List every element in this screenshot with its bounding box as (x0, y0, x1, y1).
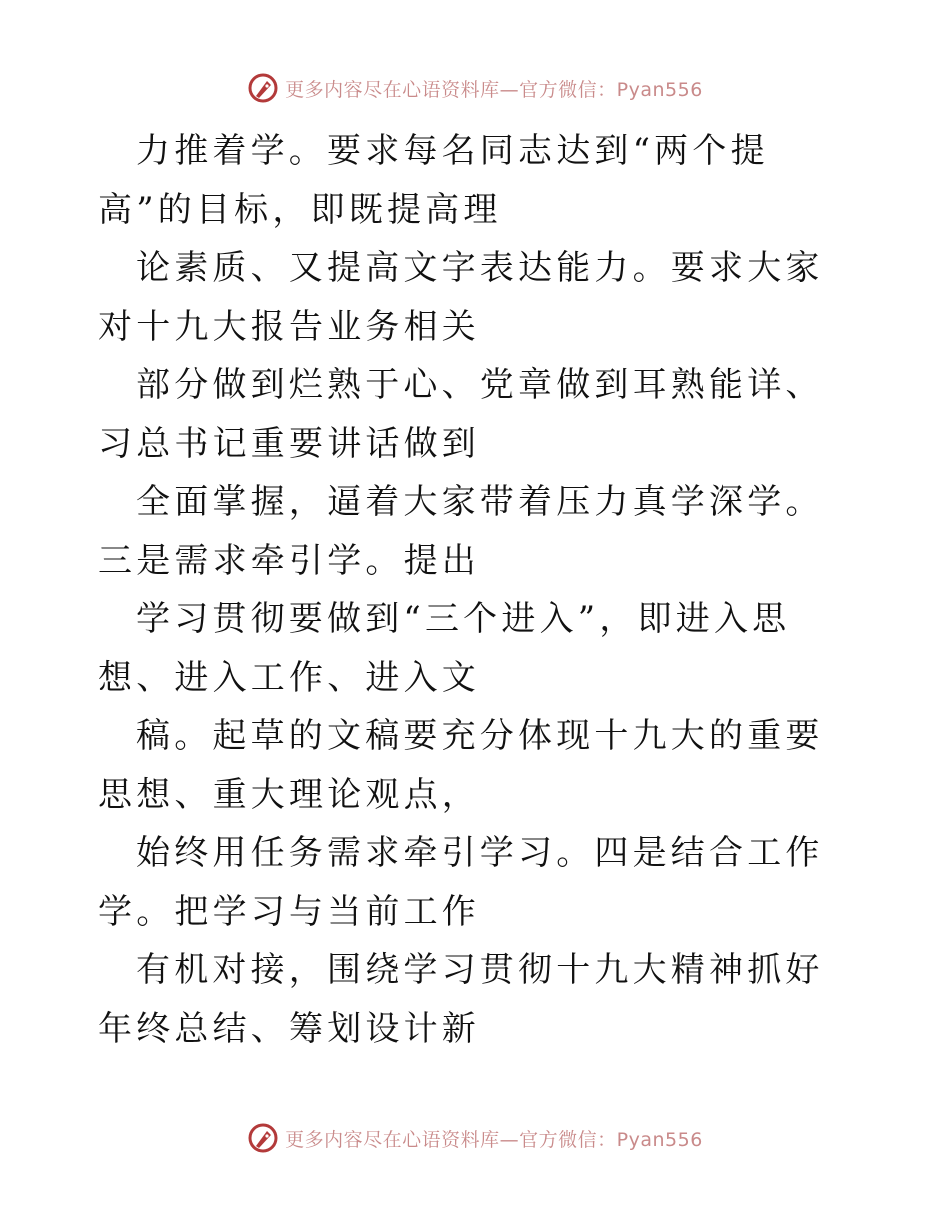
watermark-text: 更多内容尽在心语资料库—官方微信：Pyan556 (285, 1128, 703, 1151)
paragraph: 学习贯彻要做到“三个进入”，即进入思想、进入工作、进入文 (98, 599, 791, 698)
footer-watermark (0, 1122, 950, 1154)
watermark-text: 更多内容尽在心语资料库—官方微信：Pyan556 (285, 78, 703, 101)
pen-nib-circle-icon (247, 72, 279, 104)
paragraph: 论素质、又提高文字表达能力。要求大家对十九大报告业务相关 (98, 248, 824, 347)
pen-nib-circle-icon (247, 1122, 279, 1154)
paragraph: 稿。起草的文稿要充分体现十九大的重要思想、重大理论观点， (98, 716, 824, 815)
paragraph: 有机对接，围绕学习贯彻十九大精神抓好年终总结、筹划设计新 (98, 950, 824, 1049)
header-watermark (0, 72, 950, 104)
paragraph: 部分做到烂熟于心、党章做到耳熟能详、习总书记重要讲话做到 (98, 365, 824, 464)
paragraph: 全面掌握，逼着大家带着压力真学深学。三是需求牵引学。提出 (98, 482, 824, 581)
paragraph: 力推着学。要求每名同志达到“两个提高”的目标，即既提高理 (98, 131, 769, 230)
document-body (98, 122, 858, 1058)
paragraph: 始终用任务需求牵引学习。四是结合工作学。把学习与当前工作 (98, 833, 824, 932)
